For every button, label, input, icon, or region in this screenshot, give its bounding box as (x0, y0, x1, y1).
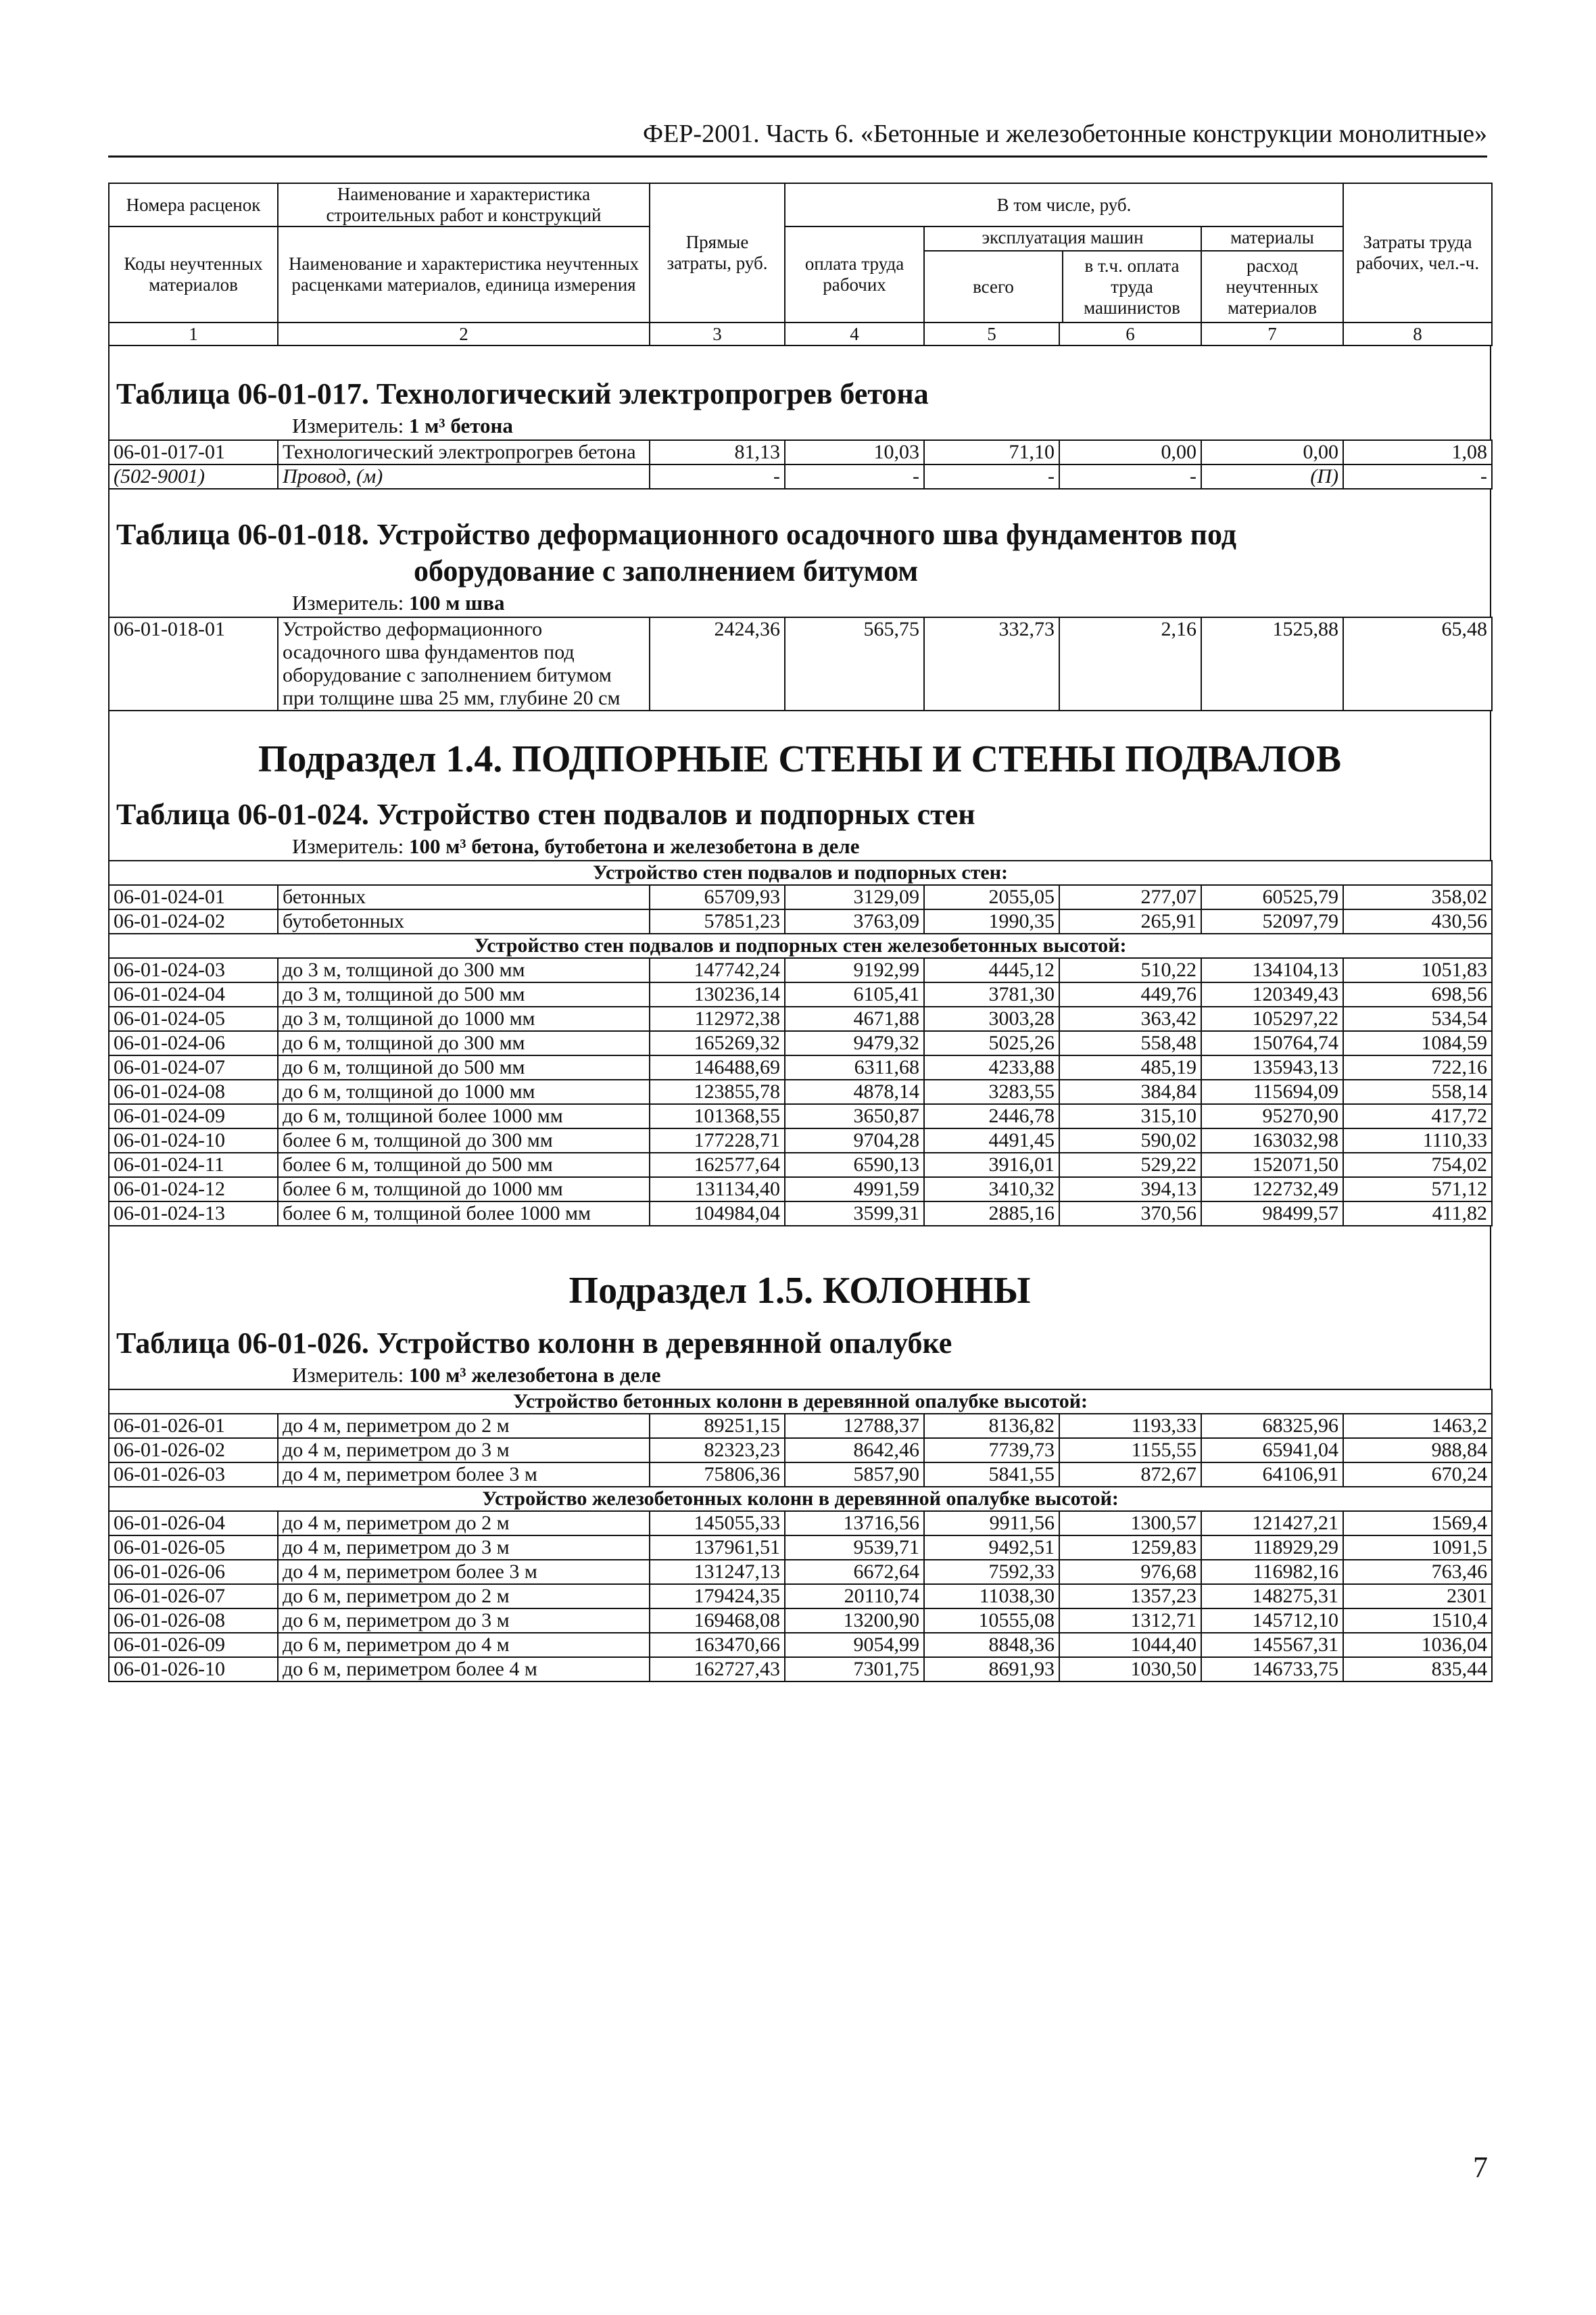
value-cell: 1990,35 (924, 909, 1059, 934)
value-cell: 105297,22 (1201, 1007, 1343, 1031)
work-name: до 6 м, толщиной до 1000 мм (278, 1080, 650, 1104)
work-name: до 6 м, периметром более 4 м (278, 1657, 650, 1681)
value-cell: 57851,23 (650, 909, 785, 934)
work-name: до 4 м, периметром до 3 м (278, 1438, 650, 1462)
value-cell: 3283,55 (924, 1080, 1059, 1104)
value-cell: 162727,43 (650, 1657, 785, 1681)
value-cell: 9479,32 (785, 1031, 924, 1055)
value-cell: 698,56 (1343, 982, 1492, 1007)
value-cell: 872,67 (1059, 1462, 1201, 1487)
table-row: (502-9001) Провод, (м) - - - - (П) - (109, 464, 1492, 489)
value-cell: 3781,30 (924, 982, 1059, 1007)
table-row (109, 1177, 1492, 1201)
rate-code: 06-01-024-07 (109, 1055, 278, 1080)
value-cell: 115694,09 (1201, 1080, 1343, 1104)
value-cell: 529,22 (1059, 1153, 1201, 1177)
table-row (109, 982, 1492, 1007)
value-cell: 145567,31 (1201, 1633, 1343, 1657)
value-cell: 485,19 (1059, 1055, 1201, 1080)
work-name: до 4 м, периметром до 2 м (278, 1414, 650, 1438)
table-018-title: Таблица 06-01-018. Устройство деформационного осадочного шва фундаментов под оборудование с заполнением битумом (108, 517, 1491, 590)
table-row (109, 1584, 1492, 1608)
value-cell: 82323,23 (650, 1438, 785, 1462)
col-num-6: 6 (1059, 323, 1201, 345)
table-row (109, 958, 1492, 982)
value-cell: 1036,04 (1343, 1633, 1492, 1657)
group-header: Устройство стен подвалов и подпорных стен: (109, 861, 1492, 885)
work-name: до 3 м, толщиной до 300 мм (278, 958, 650, 982)
table-026 (108, 1389, 1493, 1682)
table-row (109, 1657, 1492, 1681)
value-cell: 1084,59 (1343, 1031, 1492, 1055)
table-row (109, 1080, 1492, 1104)
col-unaccounted-materials: расход неучтенных материалов (1226, 255, 1319, 318)
table-017-measure: Измеритель: 1 м³ бетона (108, 412, 1491, 439)
group-header-row (109, 1487, 1492, 1511)
col-machines-total: всего (925, 252, 1063, 322)
table-row (109, 885, 1492, 909)
work-name: до 6 м, толщиной до 300 мм (278, 1031, 650, 1055)
rate-code: 06-01-024-11 (109, 1153, 278, 1177)
work-name: до 3 м, толщиной до 500 мм (278, 982, 650, 1007)
col-direct-costs: Прямые затраты, руб. (650, 183, 785, 323)
value-cell: 1155,55 (1059, 1438, 1201, 1462)
value-cell: 52097,79 (1201, 909, 1343, 934)
value-cell: 123855,78 (650, 1080, 785, 1104)
rate-code: 06-01-024-06 (109, 1031, 278, 1055)
value-cell: 112972,38 (650, 1007, 785, 1031)
group-header: Устройство бетонных колонн в деревянной опалубке высотой: (109, 1389, 1492, 1414)
value-cell: 11038,30 (924, 1584, 1059, 1608)
value-cell: 147742,24 (650, 958, 785, 982)
table-017-title: Таблица 06-01-017. Технологический электропрогрев бетона (108, 376, 1491, 412)
value-cell: 95270,90 (1201, 1104, 1343, 1128)
value-cell: 835,44 (1343, 1657, 1492, 1681)
col-num-2: 2 (278, 323, 650, 345)
rate-code: 06-01-024-01 (109, 885, 278, 909)
value-cell: 1259,83 (1059, 1535, 1201, 1560)
value-cell: 590,02 (1059, 1128, 1201, 1153)
value-cell: 120349,43 (1201, 982, 1343, 1007)
value-cell: 3599,31 (785, 1201, 924, 1226)
col-rate-numbers: Номера расценок (109, 183, 278, 226)
value-cell: 2055,05 (924, 885, 1059, 909)
work-name: более 6 м, толщиной более 1000 мм (278, 1201, 650, 1226)
value-cell: 1110,33 (1343, 1128, 1492, 1153)
group-header-row (109, 934, 1492, 958)
value-cell: 148275,31 (1201, 1584, 1343, 1608)
value-cell: 6311,68 (785, 1055, 924, 1080)
group-header: Устройство железобетонных колонн в деревянной опалубке высотой: (109, 1487, 1492, 1511)
rate-code: 06-01-024-04 (109, 982, 278, 1007)
rate-code: 06-01-024-05 (109, 1007, 278, 1031)
value-cell: 162577,64 (650, 1153, 785, 1177)
value-cell: 754,02 (1343, 1153, 1492, 1177)
table-026-title: Таблица 06-01-026. Устройство колонн в деревянной опалубке (108, 1325, 1491, 1362)
rate-code: 06-01-024-12 (109, 1177, 278, 1201)
table-018-measure: Измеритель: 100 м шва (108, 590, 1491, 617)
col-num-4: 4 (785, 323, 924, 345)
value-cell: 179424,35 (650, 1584, 785, 1608)
group-header-row (109, 1389, 1492, 1414)
value-cell: 6105,41 (785, 982, 924, 1007)
value-cell: 7592,33 (924, 1560, 1059, 1584)
value-cell: 104984,04 (650, 1201, 785, 1226)
value-cell: 1044,40 (1059, 1633, 1201, 1657)
value-cell: 122732,49 (1201, 1177, 1343, 1201)
value-cell: 763,46 (1343, 1560, 1492, 1584)
work-name: до 4 м, периметром более 3 м (278, 1560, 650, 1584)
value-cell: 2301 (1343, 1584, 1492, 1608)
value-cell: 6672,64 (785, 1560, 924, 1584)
col-wages: оплата труда рабочих (785, 226, 924, 323)
rate-code: 06-01-026-06 (109, 1560, 278, 1584)
col-material-name: Наименование и характеристика неучтенных расценками материалов, единица измерения (278, 226, 650, 323)
value-cell: 5025,26 (924, 1031, 1059, 1055)
value-cell: 137961,51 (650, 1535, 785, 1560)
col-labor-hours: Затраты труда рабочих, чел.-ч. (1343, 183, 1492, 323)
table-024-measure: Измеритель: 100 м³ бетона, бутобетона и железобетона в деле (108, 833, 1491, 860)
work-name: более 6 м, толщиной до 1000 мм (278, 1177, 650, 1201)
col-materials: материалы (1202, 227, 1343, 252)
value-cell: 265,91 (1059, 909, 1201, 934)
value-cell: 370,56 (1059, 1201, 1201, 1226)
table-row (109, 1511, 1492, 1535)
rate-code: 06-01-026-02 (109, 1438, 278, 1462)
col-num-7: 7 (1201, 323, 1343, 345)
table-row (109, 1007, 1492, 1031)
value-cell: 1193,33 (1059, 1414, 1201, 1438)
work-name: бетонных (278, 885, 650, 909)
col-work-name: Наименование и характеристика строительных работ и конструкций (278, 183, 650, 226)
group-header-row (109, 861, 1492, 885)
value-cell: 130236,14 (650, 982, 785, 1007)
page-header: ФЕР-2001. Часть 6. «Бетонные и железобетонные конструкции монолитные» (108, 119, 1487, 158)
value-cell: 417,72 (1343, 1104, 1492, 1128)
table-row (109, 1153, 1492, 1177)
value-cell: 75806,36 (650, 1462, 785, 1487)
column-header-table (108, 183, 1493, 346)
value-cell: 384,84 (1059, 1080, 1201, 1104)
work-name: до 3 м, толщиной до 1000 мм (278, 1007, 650, 1031)
value-cell: 1510,4 (1343, 1608, 1492, 1633)
value-cell: 121427,21 (1201, 1511, 1343, 1535)
value-cell: 150764,74 (1201, 1031, 1343, 1055)
work-name: до 6 м, толщиной более 1000 мм (278, 1104, 650, 1128)
table-row (109, 1414, 1492, 1438)
table-row: 06-01-018-01 Устройство деформационного осадочного шва фундаментов под оборудование с заполнением битумом при толщине шва 25 мм, глубине 20 см 2424,36 565,75 332,73 2,16 1525,88 65,48 (109, 617, 1492, 711)
value-cell: 571,12 (1343, 1177, 1492, 1201)
value-cell: 1030,50 (1059, 1657, 1201, 1681)
subsection-1-4-title: Подраздел 1.4. ПОДПОРНЫЕ СТЕНЫ И СТЕНЫ ПОДВАЛОВ (108, 736, 1491, 783)
value-cell: 2885,16 (924, 1201, 1059, 1226)
work-name: более 6 м, толщиной до 300 мм (278, 1128, 650, 1153)
work-name: до 4 м, периметром более 3 м (278, 1462, 650, 1487)
table-row (109, 1104, 1492, 1128)
rate-code: 06-01-024-10 (109, 1128, 278, 1153)
value-cell: 145712,10 (1201, 1608, 1343, 1633)
value-cell: 7301,75 (785, 1657, 924, 1681)
work-name: до 6 м, периметром до 3 м (278, 1608, 650, 1633)
table-row (109, 909, 1492, 934)
col-machinist-wages: в т.ч. оплата труда машинистов (1084, 255, 1180, 318)
value-cell: 9192,99 (785, 958, 924, 982)
value-cell: 558,48 (1059, 1031, 1201, 1055)
table-row (109, 1031, 1492, 1055)
value-cell: 2446,78 (924, 1104, 1059, 1128)
value-cell: 5841,55 (924, 1462, 1059, 1487)
table-row: 06-01-017-01 Технологический электропрогрев бетона 81,13 10,03 71,10 0,00 0,00 1,08 (109, 440, 1492, 464)
table-018 (108, 617, 1493, 711)
value-cell: 4991,59 (785, 1177, 924, 1201)
table-row (109, 1560, 1492, 1584)
value-cell: 3003,28 (924, 1007, 1059, 1031)
value-cell: 3916,01 (924, 1153, 1059, 1177)
work-name: до 4 м, периметром до 2 м (278, 1511, 650, 1535)
value-cell: 118929,29 (1201, 1535, 1343, 1560)
value-cell: 4233,88 (924, 1055, 1059, 1080)
work-name: до 6 м, толщиной до 500 мм (278, 1055, 650, 1080)
table-row (109, 1201, 1492, 1226)
value-cell: 65709,93 (650, 885, 785, 909)
value-cell: 1569,4 (1343, 1511, 1492, 1535)
value-cell: 68325,96 (1201, 1414, 1343, 1438)
col-num-1: 1 (109, 323, 278, 345)
value-cell: 534,54 (1343, 1007, 1492, 1031)
value-cell: 6590,13 (785, 1153, 924, 1177)
value-cell: 394,13 (1059, 1177, 1201, 1201)
value-cell: 1463,2 (1343, 1414, 1492, 1438)
value-cell: 169468,08 (650, 1608, 785, 1633)
work-name: до 6 м, периметром до 4 м (278, 1633, 650, 1657)
value-cell: 4671,88 (785, 1007, 924, 1031)
rate-code: 06-01-024-13 (109, 1201, 278, 1226)
table-017 (108, 439, 1493, 490)
rate-code: 06-01-026-03 (109, 1462, 278, 1487)
value-cell: 315,10 (1059, 1104, 1201, 1128)
rate-code: 06-01-024-09 (109, 1104, 278, 1128)
value-cell: 116982,16 (1201, 1560, 1343, 1584)
value-cell: 363,42 (1059, 1007, 1201, 1031)
col-num-8: 8 (1343, 323, 1492, 345)
value-cell: 10555,08 (924, 1608, 1059, 1633)
value-cell: 146733,75 (1201, 1657, 1343, 1681)
value-cell: 134104,13 (1201, 958, 1343, 982)
work-name: до 4 м, периметром до 3 м (278, 1535, 650, 1560)
value-cell: 98499,57 (1201, 1201, 1343, 1226)
table-row (109, 1055, 1492, 1080)
value-cell: 131134,40 (650, 1177, 785, 1201)
work-name: бутобетонных (278, 909, 650, 934)
value-cell: 20110,74 (785, 1584, 924, 1608)
work-name: более 6 м, толщиной до 500 мм (278, 1153, 650, 1177)
value-cell: 12788,37 (785, 1414, 924, 1438)
rate-code: 06-01-026-04 (109, 1511, 278, 1535)
value-cell: 4878,14 (785, 1080, 924, 1104)
value-cell: 64106,91 (1201, 1462, 1343, 1487)
rate-code: 06-01-024-02 (109, 909, 278, 934)
value-cell: 4445,12 (924, 958, 1059, 982)
value-cell: 89251,15 (650, 1414, 785, 1438)
value-cell: 9492,51 (924, 1535, 1059, 1560)
value-cell: 165269,32 (650, 1031, 785, 1055)
work-name: до 6 м, периметром до 2 м (278, 1584, 650, 1608)
value-cell: 430,56 (1343, 909, 1492, 934)
value-cell: 5857,90 (785, 1462, 924, 1487)
col-including: В том числе, руб. (785, 183, 1343, 226)
value-cell: 722,16 (1343, 1055, 1492, 1080)
value-cell: 3763,09 (785, 909, 924, 934)
value-cell: 976,68 (1059, 1560, 1201, 1584)
value-cell: 1300,57 (1059, 1511, 1201, 1535)
table-row (109, 1438, 1492, 1462)
rate-code: 06-01-026-09 (109, 1633, 278, 1657)
value-cell: 3650,87 (785, 1104, 924, 1128)
col-num-3: 3 (650, 323, 785, 345)
table-026-measure: Измеритель: 100 м³ железобетона в деле (108, 1362, 1491, 1389)
value-cell: 4491,45 (924, 1128, 1059, 1153)
value-cell: 1357,23 (1059, 1584, 1201, 1608)
value-cell: 146488,69 (650, 1055, 785, 1080)
value-cell: 510,22 (1059, 958, 1201, 982)
table-row (109, 1462, 1492, 1487)
table-row (109, 1535, 1492, 1560)
table-024-title: Таблица 06-01-024. Устройство стен подвалов и подпорных стен (108, 796, 1491, 833)
value-cell: 9054,99 (785, 1633, 924, 1657)
group-header: Устройство стен подвалов и подпорных стен железобетонных высотой: (109, 934, 1492, 958)
rate-code: 06-01-026-10 (109, 1657, 278, 1681)
value-cell: 8848,36 (924, 1633, 1059, 1657)
table-row (109, 1128, 1492, 1153)
col-material-codes: Коды неучтенных материалов (109, 226, 278, 323)
table-row (109, 1608, 1492, 1633)
value-cell: 7739,73 (924, 1438, 1059, 1462)
value-cell: 670,24 (1343, 1462, 1492, 1487)
value-cell: 3129,09 (785, 885, 924, 909)
value-cell: 177228,71 (650, 1128, 785, 1153)
table-024 (108, 860, 1493, 1226)
rate-code: 06-01-026-01 (109, 1414, 278, 1438)
value-cell: 8642,46 (785, 1438, 924, 1462)
rates-document (108, 183, 1491, 1682)
rate-code: 06-01-024-08 (109, 1080, 278, 1104)
value-cell: 101368,55 (650, 1104, 785, 1128)
subsection-1-5-title: Подраздел 1.5. КОЛОННЫ (108, 1267, 1491, 1314)
rate-code: 06-01-026-08 (109, 1608, 278, 1633)
value-cell: 135943,13 (1201, 1055, 1343, 1080)
table-row (109, 1633, 1492, 1657)
value-cell: 8136,82 (924, 1414, 1059, 1438)
value-cell: 131247,13 (650, 1560, 785, 1584)
value-cell: 1051,83 (1343, 958, 1492, 982)
value-cell: 152071,50 (1201, 1153, 1343, 1177)
rate-code: 06-01-026-07 (109, 1584, 278, 1608)
col-machines: эксплуатация машин (925, 227, 1201, 252)
value-cell: 1091,5 (1343, 1535, 1492, 1560)
value-cell: 13716,56 (785, 1511, 924, 1535)
value-cell: 9539,71 (785, 1535, 924, 1560)
value-cell: 65941,04 (1201, 1438, 1343, 1462)
value-cell: 358,02 (1343, 885, 1492, 909)
col-num-5: 5 (924, 323, 1059, 345)
rate-code: 06-01-024-03 (109, 958, 278, 982)
value-cell: 8691,93 (924, 1657, 1059, 1681)
value-cell: 145055,33 (650, 1511, 785, 1535)
value-cell: 9704,28 (785, 1128, 924, 1153)
value-cell: 277,07 (1059, 885, 1201, 909)
value-cell: 988,84 (1343, 1438, 1492, 1462)
value-cell: 558,14 (1343, 1080, 1492, 1104)
value-cell: 1312,71 (1059, 1608, 1201, 1633)
page-number: 7 (1473, 2151, 1488, 2184)
value-cell: 163470,66 (650, 1633, 785, 1657)
value-cell: 449,76 (1059, 982, 1201, 1007)
rate-code: 06-01-026-05 (109, 1535, 278, 1560)
value-cell: 3410,32 (924, 1177, 1059, 1201)
value-cell: 13200,90 (785, 1608, 924, 1633)
value-cell: 411,82 (1343, 1201, 1492, 1226)
value-cell: 9911,56 (924, 1511, 1059, 1535)
value-cell: 163032,98 (1201, 1128, 1343, 1153)
value-cell: 60525,79 (1201, 885, 1343, 909)
